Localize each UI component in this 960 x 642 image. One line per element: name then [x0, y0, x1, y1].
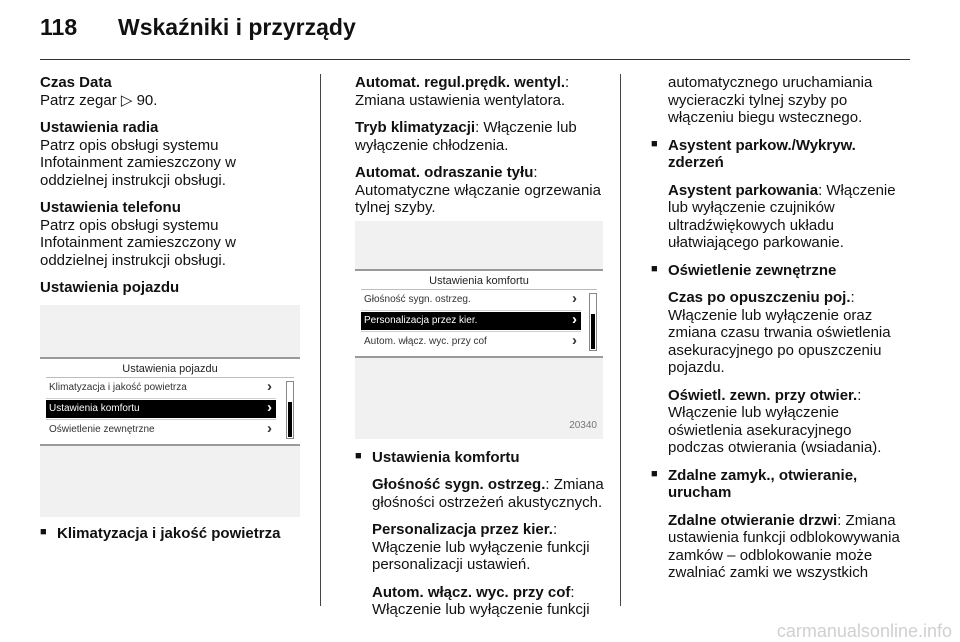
- item-text: Zmiana ustawienia wentylatora.: [355, 91, 566, 109]
- item-label: Autom. włącz. wyc. przy cof: [372, 583, 571, 601]
- chevron-right-icon: ›: [572, 331, 577, 349]
- item-label: Zdalne otwieranie drzwi: [668, 511, 838, 529]
- item-label: Automat. odraszanie tyłu: [355, 164, 534, 181]
- menu-row-selected[interactable]: Personalizacja przez kier. ›: [361, 312, 581, 330]
- page-number: 118: [40, 14, 78, 40]
- section-heading: Ustawienia radia: [40, 119, 159, 136]
- item-personalizacja: Personalizacja przez kier.: Włączenie lub wyłączenie funkcji personalizacji ustawień.: [355, 521, 605, 574]
- arrow-ref-icon: ▷: [120, 91, 133, 109]
- section-radio: [40, 119, 302, 189]
- bullet-item: ■ Asystent parkow./Wykryw. zderzeń: [651, 137, 911, 172]
- vehicle-settings-screenshot: [40, 305, 300, 517]
- item-oswietl: Oświetl. zewn. przy otwier.: Włączenie lub wyłączenie oświetlenia asekuracyjnego podczas otwierania (wsiadania).: [651, 387, 911, 457]
- menu-row-selected[interactable]: Ustawienia komfortu ›: [46, 400, 276, 418]
- item-label: Asystent parkowania: [668, 181, 819, 199]
- scrollbar-thumb[interactable]: [591, 314, 595, 349]
- item-text: Włączenie lub wyłączenie oświetlenia asekuracyjnego podczas otwierania (wsiadania).: [668, 404, 882, 456]
- section-pojazd: [40, 279, 302, 297]
- chevron-right-icon: ›: [572, 310, 577, 328]
- column-2: [355, 74, 605, 629]
- section-text: Patrz opis obsługi systemu Infotainment zamieszczony w oddzielnej instrukcji obsługi.: [40, 216, 236, 269]
- item-czas-po: Czas po opuszczeniu poj.: Włączenie lub wyłączenie oraz zmiana czasu trwania oświetlenia asekuracyjnego po opuszczeniu pojazdu.: [651, 289, 911, 377]
- item-label: Tryb klimatyzacji: [355, 119, 476, 136]
- bullet-item: ■ Klimatyzacja i jakość powietrza: [40, 525, 302, 543]
- section-text: Patrz opis obsługi systemu Infotainment zamieszczony w oddzielnej instrukcji obsługi.: [40, 136, 236, 189]
- column-3: [651, 74, 911, 592]
- item-label: Czas po opuszczeniu poj.: [668, 289, 851, 306]
- item-text: ustawienia funkcji odblokowywania zamków – odblokowanie może zwalniać zamki we wszystkich: [668, 529, 900, 581]
- figure-number: 20340: [569, 420, 597, 431]
- item-wentyl: Automat. regul.prędk. wentyl.: Zmiana ustawienia wentylatora.: [355, 74, 605, 109]
- item-wycieraczka: Autom. włącz. wyc. przy cof: Włączenie lub wyłączenie funkcji: [355, 584, 605, 619]
- item-text: Włączenie lub wyłączenie funkcji personalizacji ustawień.: [372, 538, 590, 573]
- menu-row[interactable]: Klimatyzacja i jakość powietrza ›: [49, 377, 272, 395]
- item-zdalne: Zdalne otwieranie drzwi: Zmiana ustawienia funkcji odblokowywania zamków – odblokowanie może zwalniać zamki we wszystkich: [651, 512, 911, 582]
- menu-row[interactable]: Oświetlenie zewnętrzne ›: [49, 419, 272, 437]
- item-text: wyłączenie chłodzenia.: [355, 136, 509, 154]
- item-asystent: Asystent parkowania: Włączenie lub wyłączenie czujników ultradźwiękowych układu ułatwiającego parkowanie.: [651, 182, 911, 252]
- item-tryb: Tryb klimatyzacji: Włączenie lub wyłączenie chłodzenia.: [355, 119, 605, 154]
- item-text: Włączenie lub wyłączenie oraz zmiana czasu trwania oświetlenia asekuracyjnego po opuszczeniu pojazdu.: [668, 306, 891, 376]
- item-text: Włączenie lub wyłączenie funkcji: [372, 601, 590, 618]
- section-heading: Ustawienia telefonu: [40, 199, 181, 216]
- item-text: Automatyczne włączanie ogrzewania tylnej szyby.: [355, 181, 601, 216]
- screen-title: Ustawienia komfortu: [429, 274, 529, 287]
- display-screen: [355, 269, 603, 358]
- menu-row[interactable]: Autom. włącz. wyc. przy cof ›: [364, 331, 577, 349]
- continued-text: automatycznego uruchamiania wycieraczki tylnej szyby po włączeniu biegu wstecznego.: [668, 74, 873, 126]
- item-label: Głośność sygn. ostrzeg.: [372, 476, 546, 493]
- chevron-right-icon: ›: [267, 398, 272, 416]
- section-telefon: [40, 199, 302, 269]
- scrollbar[interactable]: [286, 381, 294, 439]
- page-reference[interactable]: 90.: [136, 91, 158, 109]
- column-divider: [320, 74, 321, 606]
- header-rule: [40, 59, 910, 60]
- display-screen: [40, 357, 300, 446]
- chevron-right-icon: ›: [267, 377, 272, 395]
- bullet-item: ■ Oświetlenie zewnętrzne: [651, 262, 911, 280]
- watermark: carmanualsonline.info: [776, 621, 952, 641]
- section-heading: Czas Data: [40, 74, 112, 91]
- item-label: Automat. regul.prędk. wentyl.: [355, 74, 566, 91]
- scrollbar-thumb[interactable]: [288, 402, 292, 437]
- scrollbar[interactable]: [589, 293, 597, 351]
- item-odraszanie: Automat. odraszanie tyłu: Automatyczne włączanie ogrzewania tylnej szyby.: [355, 164, 605, 217]
- column-1: [40, 74, 302, 552]
- page-header: [40, 14, 356, 46]
- column-divider: [620, 74, 621, 606]
- item-label: Oświetl. zewn. przy otwier.: [668, 386, 858, 404]
- menu-row[interactable]: Głośność sygn. ostrzeg. ›: [364, 289, 577, 307]
- chevron-right-icon: ›: [267, 419, 272, 437]
- section-text: Patrz zegar ▷ 90.: [40, 91, 158, 109]
- item-label: Personalizacja przez kier.: [372, 521, 553, 538]
- item-text: głośności ostrzeżeń akustycznych.: [372, 493, 603, 511]
- bullet-item: ■ Ustawienia komfortu: [355, 449, 605, 467]
- item-text: lub wyłączenie czujników ultradźwiękowych układu ułatwiającego parkowanie.: [668, 199, 844, 251]
- section-czas-data: [40, 74, 302, 109]
- screen-title: Ustawienia pojazdu: [122, 362, 218, 375]
- bullet-item: ■ Zdalne zamyk., otwieranie, urucham: [651, 467, 911, 502]
- page-title: Wskaźniki i przyrządy: [118, 14, 356, 40]
- chevron-right-icon: ›: [572, 289, 577, 307]
- item-glosnosc: Głośność sygn. ostrzeg.: Zmiana głośności ostrzeżeń akustycznych.: [372, 476, 604, 511]
- comfort-settings-screenshot: [355, 221, 603, 439]
- section-heading: Ustawienia pojazdu: [40, 279, 180, 296]
